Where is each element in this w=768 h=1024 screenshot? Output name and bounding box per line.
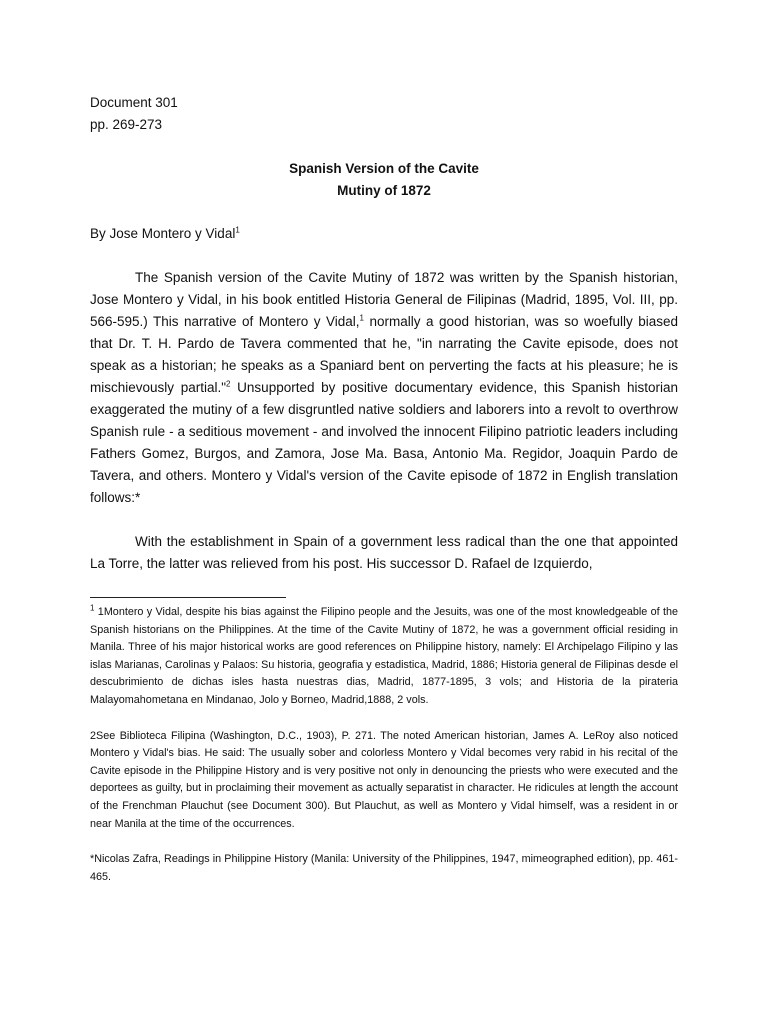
document-number: Document 301 [90, 95, 178, 110]
document-body [90, 92, 678, 575]
footnote-marker: 1 [235, 225, 240, 235]
footnote-1 [90, 604, 678, 710]
byline-text: By Jose Montero y Vidal [90, 226, 236, 241]
title-line-1: Spanish Version of the Cavite [289, 161, 479, 176]
author-byline [90, 223, 678, 245]
document-title [90, 158, 678, 202]
paragraph-text: The Spanish version of the Cavite Mutiny of 1872 was written by the Spanish historian, Jose Montero y Vidal, in his book entitled Historia General de Filipinas (Madrid, 1895, Vol. III, pp. 566-595.) This narrative of Montero y Vidal, [90, 270, 678, 329]
footnote-text: 1Montero y Vidal, despite his bias against the Filipino people and the Jesuits, was one of the most knowledgeable of the Spanish historians on the Philippines. At the time of the Cavite Mutiny of 1872, he was a government official residing in Manila. Three of his major historical works are good references on Philippine history, namely: El Archipelago Filipino y las islas Marianas, Carolinas y Palaos: Su historia, geografia y estadistica, Madrid, 1886; Historia general de Filipinas desde el descubrimiento de dichas isles hasta nuestras dias, Madrid, 1877-1895, 3 vols; and Historia de la pirateria Malayomahometana en Mindanao, Jolo y Borneo, Madrid,1888, 2 vols. [90, 606, 678, 706]
footnote-marker: 1 [359, 313, 364, 323]
paragraph-text: normally a good historian, was so woefully biased that Dr. T. H. Pardo de Tavera commented that he, "in narrating the Cavite episode, does not speak as a historian; he speaks as a Spaniard bent on perverting the facts at his pleasure; he is mischievously partial." [90, 314, 678, 395]
footnote-marker: 1 [90, 603, 95, 613]
title-line-2: Mutiny of 1872 [337, 183, 431, 198]
footnote-2: 2See Biblioteca Filipina (Washington, D.C., 1903), P. 271. The noted American historian, James A. LeRoy also noticed Montero y Vidal's bias. He said: The usually sober and colorless Montero y Vidal becomes very rabid in his recital of the Cavite episode in the Philippine History and is very positive not only in denouncing the priests who were executed and the deportees as guilty, but in proclaiming their movement as actually separatist in character. He ridicules at length the account of the Frenchman Plauchut (see Document 300). But Plauchut, as well as Montero y Vidal himself, was a resident in or near Manila at the time of the occurrences. [90, 729, 678, 830]
page-range: pp. 269-273 [90, 117, 163, 132]
footnote-divider [90, 597, 286, 598]
footnotes [90, 604, 678, 904]
intro-paragraph [90, 267, 678, 509]
footnote-3: *Nicolas Zafra, Readings in Philippine History (Manila: University of the Philippines, 1947, mimeographed edition), pp. 461-465. [90, 853, 678, 883]
translation-paragraph: With the establishment in Spain of a government less radical than the one that appointed La Torre, the latter was relieved from his post. His successor D. Rafael de Izquierdo, [90, 534, 678, 571]
footnote-marker: 2 [226, 379, 231, 389]
paragraph-text: Unsupported by positive documentary evidence, this Spanish historian exaggerated the mutiny of a few disgruntled native soldiers and laborers into a revolt to overthrow Spanish rule - a seditious movement - and involved the innocent Filipino patriotic leaders including Fathers Gomez, Burgos, and Zamora, Jose Ma. Basa, Antonio Ma. Regidor, Joaquin Pardo de Tavera, and others. Montero y Vidal's version of the Cavite episode of 1872 in English translation follows:* [90, 380, 678, 505]
